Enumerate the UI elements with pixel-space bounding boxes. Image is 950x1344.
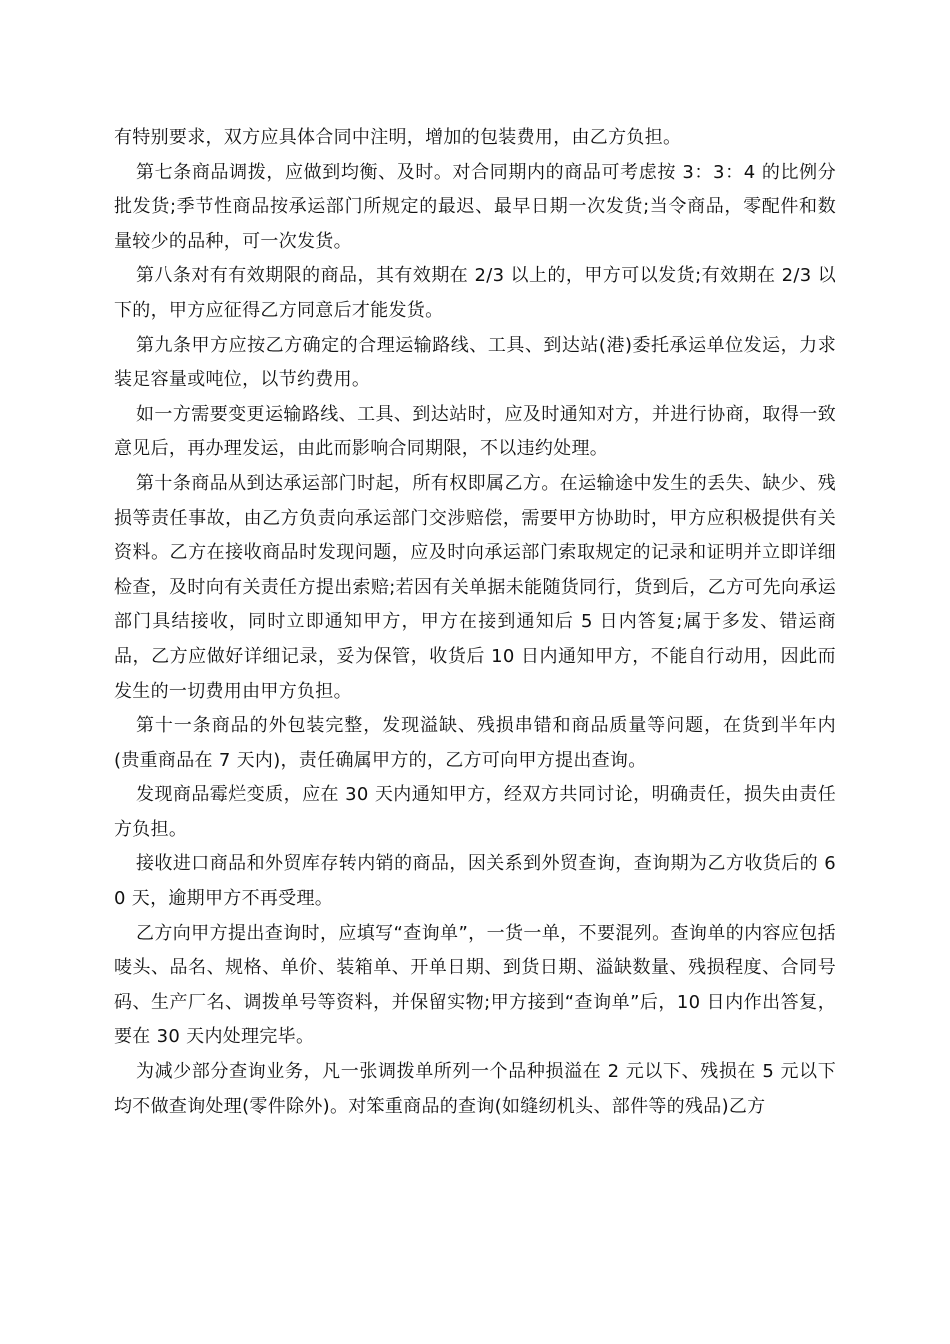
paragraph-article-7: 第七条商品调拨，应做到均衡、及时。对合同期内的商品可考虑按 3：3：4 的比例分批发货;季节性商品按承运部门所规定的最迟、最早日期一次发货;当令商品，零配件和数量较少的品种，可一次发货。 bbox=[114, 161, 836, 252]
paragraph-inquiry-form: 乙方向甲方提出查询时，应填写“查询单”，一货一单，不要混列。查询单的内容应包括唛头、品名、规格、单价、装箱单、开单日期、到货日期、溢缺数量、残损程度、合同号码、生产厂名、调拨单号等资料，并保留实物;甲方接到“查询单”后，10 日内作出答复，要在 30 天内处理完毕。 bbox=[114, 922, 836, 1048]
paragraph-continuation: 有特别要求，双方应具体合同中注明，增加的包装费用，由乙方负担。 bbox=[114, 127, 682, 148]
paragraph-route-change: 如一方需要变更运输路线、工具、到达站时，应及时通知对方，并进行协商，取得一致意见后，再办理发运，由此而影响合同期限，不以违约处理。 bbox=[114, 403, 836, 460]
paragraph-article-10: 第十条商品从到达承运部门时起，所有权即属乙方。在运输途中发生的丢失、缺少、残损等责任事故，由乙方负责向承运部门交涉赔偿，需要甲方协助时，甲方应积极提供有关资料。乙方在接收商品时发现问题，应及时向承运部门索取规定的记录和证明并立即详细检查，及时向有关责任方提出索赔;若因有关单据未能随货同行，货到后，乙方可先向承运部门具结接收，同时立即通知甲方，甲方在接到通知后 5 日内答复;属于多发、错运商品，乙方应做好详细记录，妥为保管，收货后 10 日内通知甲方，不能自行动用，因此而发生的一切费用由甲方负担。 bbox=[114, 472, 836, 702]
paragraph-article-9: 第九条甲方应按乙方确定的合理运输路线、工具、到达站(港)委托承运单位发运，力求装足容量或吨位，以节约费用。 bbox=[114, 334, 836, 391]
paragraph-import-goods: 接收进口商品和外贸库存转内销的商品，因关系到外贸查询，查询期为乙方收货后的 60 天，逾期甲方不再受理。 bbox=[114, 853, 836, 910]
paragraph-spoilage: 发现商品霉烂变质，应在 30 天内通知甲方，经双方共同讨论，明确责任，损失由责任方负担。 bbox=[114, 784, 836, 840]
document-body bbox=[114, 121, 836, 1124]
paragraph-article-8: 第八条对有有效期限的商品，其有效期在 2/3 以上的，甲方可以发货;有效期在 2/3 以下的，甲方应征得乙方同意后才能发货。 bbox=[114, 265, 836, 321]
paragraph-article-11: 第十一条商品的外包装完整，发现溢缺、残损串错和商品质量等问题，在货到半年内(贵重商品在 7 天内)，责任确属甲方的，乙方可向甲方提出查询。 bbox=[114, 715, 836, 771]
paragraph-reduce-inquiry: 为减少部分查询业务，凡一张调拨单所列一个品种损溢在 2 元以下、残损在 5 元以下均不做查询处理(零件除外)。对笨重商品的查询(如缝纫机头、部件等的残品)乙方 bbox=[114, 1061, 836, 1117]
